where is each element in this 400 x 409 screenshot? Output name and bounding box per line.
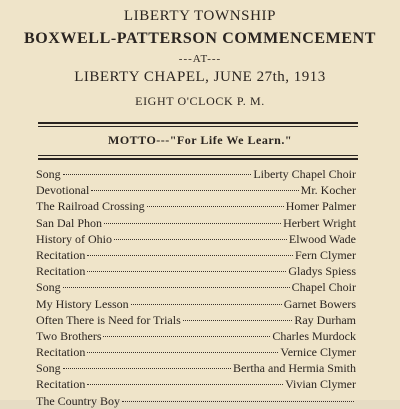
bottom-rule-thick [38,158,358,160]
program-row [36,231,356,247]
program-item: Devotional [36,183,90,198]
dot-leader [114,239,287,240]
program-item: My History Lesson [36,296,129,311]
program-row [36,279,356,295]
program-row [36,198,356,214]
program-item: Recitation [36,345,86,360]
program-row [36,247,356,263]
program-item: The Railroad Crossing [36,199,145,214]
program-performer: Mr. Kocher [300,183,356,198]
township-heading: LIBERTY TOWNSHIP [123,8,277,24]
program-item: Song [36,280,61,295]
program-item: Two Brothers [36,328,102,343]
bottom-rule-thin [38,155,358,156]
dot-leader [183,320,293,321]
program-list [36,166,356,409]
dot-leader [87,271,286,272]
program-performer: Ray Durham [294,312,356,327]
program-item: Song [36,167,61,181]
commencement-title: BOXWELL-PATTERSON COMMENCEMENT [23,30,377,47]
dot-leader [122,401,354,402]
program-row [36,328,356,344]
program-row [36,393,356,409]
program-performer: Liberty Chapel Choir [253,167,356,181]
program-performer: Fern Clymer [295,247,356,262]
program-row [36,182,356,198]
program-row [36,215,356,231]
dot-leader [103,336,270,337]
program-performer: Vernice Clymer [280,345,356,360]
dot-leader [147,206,284,207]
program-item: The Country Boy [36,393,120,408]
program-performer: Homer Palmer [285,199,356,214]
dot-leader [63,287,290,288]
program-row [36,263,356,279]
dot-leader [63,368,231,369]
dot-leader [131,304,282,305]
program-row [36,312,356,328]
venue-date: LIBERTY CHAPEL, JUNE 27th, 1913 [74,69,326,85]
top-rule-thick [38,122,358,124]
event-time: EIGHT O'CLOCK P. M. [135,94,265,108]
dot-leader [87,255,293,256]
dot-leader [87,352,278,353]
program-row [36,360,356,376]
program-performer: Herbert Wright [283,215,356,230]
program-item: Recitation [36,264,86,279]
program-row [36,344,356,360]
program-item: Recitation [36,247,86,262]
program-performer: Gladys Spiess [288,264,356,279]
program-performer: Elwood Wade [288,231,356,246]
dot-leader [91,190,298,191]
program-item: Song [36,361,61,376]
top-rule-thin [38,126,358,127]
program-performer: Garnet Bowers [283,296,356,311]
motto: MOTTO---"For Life We Learn." [108,133,292,147]
program-performer: Bertha and Hermia Smith [233,361,356,376]
program-row [36,166,356,182]
program-performer: Charles Murdock [272,328,356,343]
dot-leader [87,384,283,385]
program-row [36,376,356,392]
program-item: History of Ohio [36,231,112,246]
program-item: San Dal Phon [36,215,102,230]
dot-leader [63,174,252,175]
at-divider: ---AT--- [178,53,222,65]
program-performer: Chapel Choir [291,280,356,295]
program-item: Recitation [36,377,86,392]
dot-leader [104,223,281,224]
program-performer: Vivian Clymer [285,377,356,392]
program-row [36,296,356,312]
program-item: Often There is Need for Trials [36,312,181,327]
